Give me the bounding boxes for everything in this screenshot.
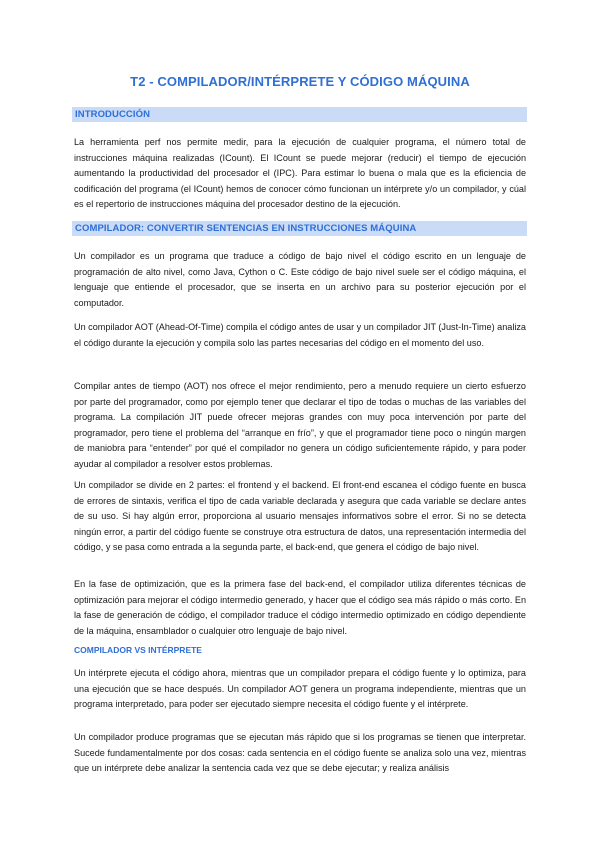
section-heading-introduccion: INTRODUCCIÓN [72,107,527,122]
paragraph-optimizacion: En la fase de optimización, que es la primera fase del back-end, el compilador utiliza diferentes técnicas de optimización para mejorar el código intermedio generado, y hacer que el código sea más rápido o más corto. En la fase de generación de código, el compilador traduce el código intermedio optimizado en código dependiente de la máquina, ensamblador o cualquier otro lenguaje de bajo nivel. [74,579,526,636]
document-title: T2 - COMPILADOR/INTÉRPRETE Y CÓDIGO MÁQUINA [130,74,470,89]
section-heading-compilador: COMPILADOR: CONVERTIR SENTENCIAS EN INSTRUCCIONES MÁQUINA [72,221,527,236]
paragraph-aot-rendimiento: Compilar antes de tiempo (AOT) nos ofrece el mejor rendimiento, pero a menudo requiere un cierto esfuerzo por parte del programador, como por ejemplo tener que declarar el tipo de todas o muchas de las variables del programa. La compilación JIT puede ofrecer mejoras grandes con muy poca intervención por parte del programador, pero tiene el problema del “arranque en frío”, y que el programador tiene poco o ningún margen de maniobra para “entender” por qué el compilador no genera un código suficientemente rápido, y para poder ayudar al compilador a resolver estos problemas. [74,381,526,469]
paragraph-compilador-rapido: Un compilador produce programas que se ejecutan más rápido que si los programas se tienen que interpretar. Sucede fundamentalmente por dos cosas: cada sentencia en el código fuente se analiza solo una vez, mientras que un intérprete debe analizar la sentencia cada vez que se debe ejecutar; y realiza análisis [74,732,526,774]
paragraph-frontend-backend: Un compilador se divide en 2 partes: el frontend y el backend. El front-end escanea el código fuente en busca de errores de sintaxis, verifica el tipo de cada variable declarada y asegura que cada variable se declare antes de su uso. Si hay algún error, proporciona al usuario mensajes informativos sobre el error. Si no se detecta ningún error, a partir del código fuente se construye otra estructura de datos, una representación intermedia del código, y se pasa como entrada a la segunda parte, el back-end, que genera el código de bajo nivel. [74,480,526,553]
paragraph-intro: La herramienta perf nos permite medir, para la ejecución de cualquier programa, el número total de instrucciones máquina realizadas (ICount). El ICount se puede mejorar (reducir) el tiempo de ejecución aumentando la productividad del procesador el (IPC). Para estimar lo buena o mala que es la eficiencia de codificación del programa (el ICount) hemos de conocer cómo funcionan un intérprete y/o un compilador, y cúal es el repertorio de instrucciones máquina del procesador destino de la ejecución. [74,137,526,210]
paragraph-aot-jit: Un compilador AOT (Ahead-Of-Time) compila el código antes de usar y un compilador JIT (Just-In-Time) analiza el código durante la ejecución y compila solo las partes necesarias del código en el momento del uso. [74,322,526,348]
section-heading-compilador-vs-interprete: COMPILADOR VS INTÉRPRETE [74,645,202,655]
paragraph-interprete-ejecuta: Un intérprete ejecuta el código ahora, mientras que un compilador prepara el código fuente y lo optimiza, para una ejecución que se hace después. Un compilador AOT genera un programa independiente, mientras que un programa interpretado, para poder ser ejecutado siempre necesita el código fuente y el intérprete. [74,668,526,710]
paragraph-compilador-definicion: Un compilador es un programa que traduce a código de bajo nivel el código escrito en un lenguaje de programación de alto nivel, como Java, Cython o C. Este código de bajo nivel suele ser el código máquina, el lenguaje que entiende el procesador, que se inserta en un archivo para su posterior ejecución por el computador. [74,251,526,308]
